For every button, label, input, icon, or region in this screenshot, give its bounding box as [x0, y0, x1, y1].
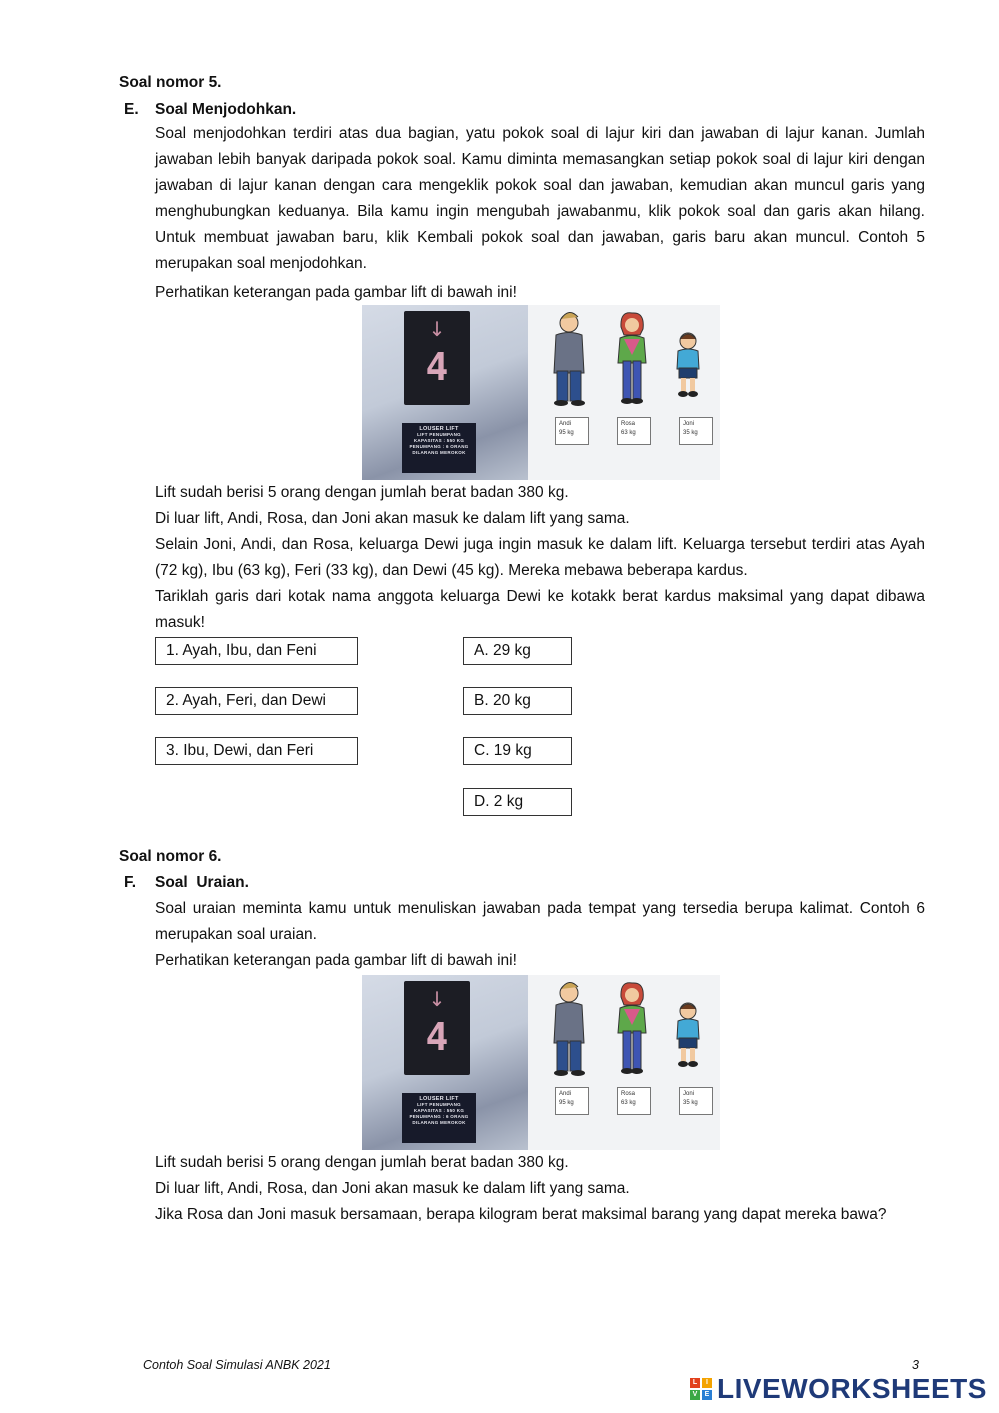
q5-fact-1: Lift sudah berisi 5 orang dengan jumlah berat badan 380 kg. [155, 484, 569, 501]
match-left-2[interactable]: 2. Ayah, Feri, dan Dewi [155, 687, 358, 715]
tag-weight: 95 kg [559, 430, 574, 436]
match-left-1[interactable]: 1. Ayah, Ibu, dan Feni [155, 637, 358, 665]
logo-square: E [702, 1390, 712, 1400]
floor-display [404, 311, 470, 405]
q6-section-letter: F. [124, 874, 137, 891]
lift-panel [362, 975, 528, 1150]
weight-tag-andi [555, 1087, 589, 1115]
match-right-b[interactable]: B. 20 kg [463, 687, 572, 715]
joni-figure [677, 333, 699, 397]
plate-line: KAPASITAS : 550 KG [413, 1108, 465, 1113]
tag-name: Andi [559, 1091, 572, 1097]
tag-name: Andi [559, 421, 572, 427]
weight-tag-andi [555, 417, 589, 445]
joni-figure [677, 1003, 699, 1067]
floor-number: 4 [425, 345, 449, 389]
down-arrow-icon: ↓ [428, 317, 446, 341]
tag-weight: 63 kg [621, 430, 636, 436]
lift-image [362, 305, 720, 480]
match-left-3[interactable]: 3. Ibu, Dewi, dan Feri [155, 737, 358, 765]
q5-task: Tariklah garis dari kotak nama anggota keluarga Dewi ke kotakk berat kardus maksimal yang dapat dibawa masuk! [155, 588, 925, 631]
q6-question: Jika Rosa dan Joni masuk bersamaan, berapa kilogram berat maksimal barang yang dapat mereka bawa? [155, 1206, 887, 1223]
liveworksheets-logo[interactable] [690, 1372, 987, 1406]
andi-figure [554, 982, 585, 1076]
q6-heading: Soal nomor 6. [119, 848, 222, 865]
plate-line: KAPASITAS : 550 KG [413, 438, 465, 443]
rosa-figure [618, 313, 646, 404]
people-figures [528, 305, 720, 480]
tag-weight: 35 kg [683, 430, 698, 436]
tag-name: Joni [683, 1091, 695, 1097]
tag-name: Rosa [621, 1091, 636, 1097]
logo-square: L [690, 1378, 700, 1388]
rosa-figure [618, 983, 646, 1074]
people-illustration [528, 975, 720, 1150]
q5-section-letter: E. [124, 101, 139, 118]
logo-squares-icon [690, 1378, 712, 1400]
q5-intro: Soal menjodohkan terdiri atas dua bagian, yatu pokok soal di lajur kiri dan jawaban di lajur kanan. Jumlah jawaban lebih banyak daripada pokok soal. Kamu diminta memasangkan setiap pokok soal di lajur kiri dengan jawaban di lajur kanan dengan cara mengeklik pokok soal dan jawaban, kemudian akan muncul garis yang menghubungkan keduanya. Bila kamu ingin mengubah jawabanmu, klik pokok soal dan garis akan hilang. Untuk membuat jawaban baru, klik Kembali pokok soal dan jawaban, garis baru akan muncul. Contoh 5 merupakan soal menjodohkan. [155, 125, 925, 272]
page-number: 3 [912, 1358, 919, 1372]
q5-section-title: Soal Menjodohkan. [155, 101, 297, 118]
match-right-a[interactable]: A. 29 kg [463, 637, 572, 665]
logo-square: V [690, 1390, 700, 1400]
tag-name: Rosa [621, 421, 636, 427]
q6-instruction: Perhatikan keterangan pada gambar lift di bawah ini! [155, 952, 517, 969]
capacity-plate [402, 423, 476, 473]
weight-tag-joni [679, 1087, 713, 1115]
lift-panel [362, 305, 528, 480]
tag-weight: 95 kg [559, 1100, 574, 1106]
tag-weight: 63 kg [621, 1100, 636, 1106]
plate-line: PENUMPANG : 6 ORANG [409, 444, 469, 449]
q5-heading: Soal nomor 5. [119, 74, 222, 91]
lift-image [362, 975, 720, 1150]
tag-weight: 35 kg [683, 1100, 698, 1106]
q5-instruction: Perhatikan keterangan pada gambar lift di bawah ini! [155, 284, 517, 301]
plate-line: PENUMPANG : 6 ORANG [409, 1114, 469, 1119]
floor-number: 4 [425, 1015, 449, 1059]
plate-line: DILARANG MEROKOK [412, 1120, 466, 1125]
plate-line: LIFT PENUMPANG [417, 432, 461, 437]
people-illustration [528, 305, 720, 480]
down-arrow-icon: ↓ [428, 987, 446, 1011]
capacity-plate [402, 1093, 476, 1143]
q6-section-title: Soal Uraian. [155, 874, 249, 891]
tag-name: Joni [683, 421, 695, 427]
plate-line: LIFT PENUMPANG [417, 1102, 461, 1107]
q6-intro: Soal uraian meminta kamu untuk menuliskan jawaban pada tempat yang tersedia berupa kalimat. Contoh 6 merupakan soal uraian. [155, 900, 925, 943]
match-right-d[interactable]: D. 2 kg [463, 788, 572, 816]
floor-display [404, 981, 470, 1075]
brand-text: LIVEWORKSHEETS [717, 1373, 987, 1404]
q5-fact-3: Selain Joni, Andi, dan Rosa, keluarga Dewi juga ingin masuk ke dalam lift. Keluarga tersebut terdiri atas Ayah (72 kg), Ibu (63 kg), Feri (33 kg), dan Dewi (45 kg). Mereka mebawa beberapa kardus. [155, 536, 925, 579]
q6-fact-1: Lift sudah berisi 5 orang dengan jumlah berat badan 380 kg. [155, 1154, 569, 1171]
people-figures [528, 975, 720, 1150]
andi-figure [554, 312, 585, 406]
weight-tag-rosa [617, 1087, 651, 1115]
q6-fact-2: Di luar lift, Andi, Rosa, dan Joni akan masuk ke dalam lift yang sama. [155, 1180, 630, 1197]
q5-fact-2: Di luar lift, Andi, Rosa, dan Joni akan masuk ke dalam lift yang sama. [155, 510, 630, 527]
logo-square: I [702, 1378, 712, 1388]
plate-line: DILARANG MEROKOK [412, 450, 466, 455]
plate-line: LOUSER LIFT [419, 426, 459, 432]
weight-tag-joni [679, 417, 713, 445]
plate-line: LOUSER LIFT [419, 1096, 459, 1102]
footer-title: Contoh Soal Simulasi ANBK 2021 [143, 1358, 331, 1372]
weight-tag-rosa [617, 417, 651, 445]
match-right-c[interactable]: C. 19 kg [463, 737, 572, 765]
